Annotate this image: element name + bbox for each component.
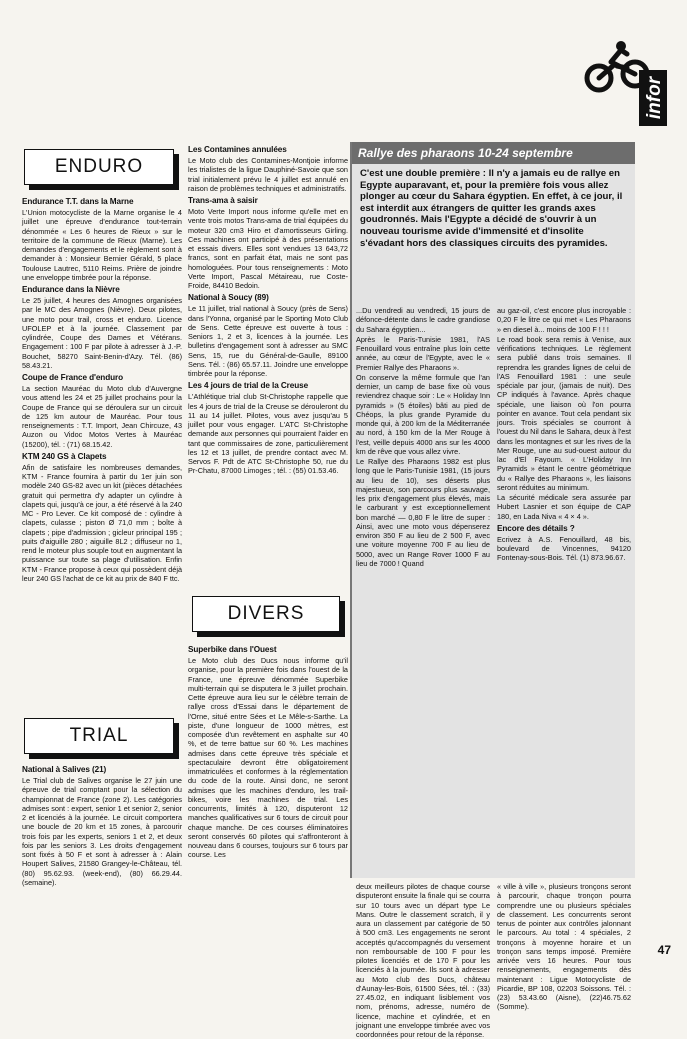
divers-s1-body: Le Moto club des Ducs nous informe qu'il organise, pour la première fois dans l'ouest de la France, une épreuve dénommée Superbike multi-terrain qui se disputera le 3 juillet prochain. Cette épreuve aura lieu sur le célèbre terrain de rallye cross d'Essai dans le département de l'Orne, situé entre Sées et Le Mêle-s-Sarthe. La piste, d'une longueur de 1000 mètres, est composée d'un revêtement en asphalte sur 40 %, et de terre battue sur 60 %. Les machines admises dans cette épreuve très spéciale et spectaculaire devront être obligatoirement immatriculées et conformes à la réglementation du code de la route. Ainsi donc, ne seront admises que les machines d'enduro, les trail-bikes, voire les machines de trial. Les concurrents, limités à 120, disputeront 12 manches qualificatives sur 6 tours de circuit pour chaque manche. De ces courses éliminatoires seront conservés 60 pilotes qui s'affronteront à nouveau dans 6 courses, toujours sur 6 tours par course. Les (188, 656, 348, 860)
rally-right-column (497, 306, 631, 564)
rally-left-p2: Après le Paris-Tunisie 1981, l'AS Fenouillard vous entraîne plus loin cette année, au cœur de l'Egypte, avec le « Premier Rallye des Pharaons ». (356, 334, 490, 372)
rally-left-p3: On conserve la même formule que l'an dernier, un camp de base fixe où vous reviendrez chaque soir : Le « Holiday Inn pyramids » (5 étoiles) bâti au pied de Chéops, la plus grande Pyramide du monde qui, à 200 km de la Méditerranée au nord, à 150 km de la Mer Rouge à l'est, veille depuis 4000 ans sur les 4000 km de rêve que vous allez vivre. (356, 372, 490, 456)
col2-s2-body: Moto Verte Import nous informe qu'elle met en vente trois motos Trans-ama de trial équipées du moteur 320 cm3 Hiro et d'amortisseurs Girling. Ces machines ont participé à des présentations et essais divers. Elles sont vendues 13 643,72 francs, sont en parfait état, mais ne sont pas homologuées. Pour tous renseignements : Moto Verte Import, Pascal Métaireau, rue Coste-Froide, 84410 Bedoin. (188, 207, 348, 290)
enduro-s4-title: KTM 240 GS à Clapets (22, 451, 107, 461)
rally-title: Rallye des pharaons 10-24 septembre (352, 142, 635, 164)
col2-s4-body: L'Athlétique trial club St-Christophe rappelle que les 4 jours de trial de la Creuse se dérouleront du 11 au 14 juillet. Pilotes, vous avez jusqu'au 5 juillet pour vous engager. L'ATC St-Christophe demande aux personnes qui pourraient l'aider en tant que commissaires de zone, particulièrement les 12 et 13 juillet, de prendre contact avec M. Servos F. Pdt de ATC St-Christophe 50, rue du Pr-Chatu, 87000 Limoges ; tél. : (55) 01.53.46. (188, 392, 348, 476)
divers-s2-cont: « ville à ville », plusieurs tronçons seront à parcourir, chaque tronçon pourra comprendre une ou plusieurs spéciales de classement. Les concurrents seront tenus de pointer aux contrôles jalonnant le parcours. Au total : 4 spéciales, 2 tronçons à moyenne horaire et un tronçon sans temps imposé. Première arrivée vers 16 heures. Pour tous renseignements, engagements dès maintenant : Ligue Motocycliste de Picardie, BP 108, 02203 Soissons. Tél. : (23) 53.43.60 (Aisne), (22)46.75.62 (Somme). (497, 882, 631, 1012)
rally-left-column (356, 306, 490, 569)
enduro-heading: ENDURO (54, 156, 144, 177)
rally-right-p3: La sécurité médicale sera assurée par Hubert Lasnier et son équipe de CAP 180, en Lada Niva « 4 × 4 ». (497, 493, 631, 521)
rally-right-p4: Ecrivez à A.S. Fenouillard, 48 bis, boulevard de Vincennes, 94120 Fontenay-sous-Bois. Tél. (1) 873.96.67. (497, 534, 631, 563)
rally-right-heading: Encore des détails ? (497, 523, 575, 533)
divers-s1-cont: deux meilleurs pilotes de chaque course disputeront ensuite la finale qui se courra sur 10 tours avec un départ type Le Mans. Outre le classement scratch, il y aura un classement par catégorie de 50 à 500 cm3. Les engagements ne seront acceptés qu'accompagnés du versement non remboursable de 100 F pour les pilotes licenciés et de 170 F pour les licenciés à la journée. Ils sont à adresser au Moto club des Ducs, château d'Aunay-les-Bois, 61500 Sées, tél. : (33) 27.45.02, en indiquant lisiblement vos nom, prénoms, adresse, numéro de licence, machine et cylindrée, et en joignant une enveloppe timbrée avec vos coordonnées pour retour de la réponse. (356, 882, 490, 1039)
enduro-heading-box (24, 149, 174, 185)
divers-column-3 (356, 882, 490, 1039)
col2-s1-body: Le Moto club des Contamines-Montjoie informe les trialistes de la ligue Dauphiné-Savoie que son trial initialement prévu le 4 juillet est annulé en raison de problèmes techniques et administratifs. (188, 156, 348, 193)
col2-s3-body: Le 11 juillet, trial national à Soucy (près de Sens) dans l'Yonna, organisé par le Sporting Moto Club de Sens. Cette épreuve est ouverte à tous : Seniors 1, 2 et 3, licences à la journée. Les bulletins d'engagement sont à adresser au SMC Sens, 15, rue du Général-de-Gaulle, 89100 Sens. Tél. : (86) 65.57.11. Joindre une enveloppe timbrée pour la réponse. (188, 304, 348, 378)
enduro-s4-body: Afin de satisfaire les nombreuses demandes, KTM - France fournira à partir du 1er juin son modèle 240 GS-82 avec un kit (pièces détachées gratuit qui permettra d'y adapter un cylindre à clapets qui, jusqu'à ce jour, a été réservé à la 240 MC - Pro Lever. Ce kit composé de : cylindre à clapets, culasse ; piston Ø 71,0 mm ; boîte à clapets ; pipe d'admission ; gicleur principal 195 ; puits d'aiguille 280 ; aiguille 8L2 ; diffuseur no 1, rend le moteur plus souple tout en augmentant la puissance sur toute sa plage d'utilisation. Enfin KTM - France propose à ceux qui possèdent déjà leur 240 GS l'achat de ce kit au prix de 840 F ttc. (22, 462, 182, 583)
enduro-s1-title: Endurance T.T. dans la Marne (22, 197, 134, 206)
divers-column-4 (497, 882, 631, 1012)
trial-column (22, 762, 182, 888)
page-number: 47 (657, 943, 671, 957)
enduro-s3-body: La section Mauréac du Moto club d'Auvergne vous attend les 24 et 25 juillet prochains pour la Coupe de France qui se déroulera sur un circuit de 125 km autour de Mauréac. Pour tous renseignements : T.T. Import, Jean Chircuze, 43 Auzon ou Vidoc Motos Vertes à Mauréac (15200), tél. : (71) 68.15.42. (22, 384, 182, 449)
enduro-s2-title: Endurance dans la Nièvre (22, 285, 120, 294)
divers-column (188, 642, 348, 861)
divers-heading: DIVERS (227, 603, 305, 624)
trial-s1-body: Le Trial club de Salives organise le 27 juin une épreuve de trial comptant pour la sélection du championnat de France (zone 2). Les catégories admises sont : expert, senior 1 et senior 2, senior 2 et licenciés à la journée. Le circuit comportera une boucle de 20 km et 15 zones, à parcourir trois fois par les experts, seniors 1 et 2, et deux fois par les seniors 3. Les droits d'engagement sont fixés à 50 F et sont à adresser à : Alain Houpert Salives, 21580 Grangey-le-Château, tél. (80) 95.62.93. (week-end), (80) 66.29.44. (semaine). (22, 776, 182, 887)
rally-left-p4: Le Rallye des Pharaons 1982 est plus long que le Paris-Tunisie 1981, (15 jours au lieu de 10), ses déserts plus majestueux, son parcours plus sauvage, les prix d'engagement plus élevés, mais le carburant y est exceptionnellement bon marché — 0,80 F le litre de super : Ainsi, avec une moto vous dépenserez environ 350 F au lieu de 2 500 F, avec une voiture moyenne 700 F au lieu de 5000, avec un Range Rover 1000 F au lieu de 7000 ! Quand (356, 457, 490, 568)
rally-left-p1: ...Du vendredi au vendredi, 15 jours de défonce-détente dans le cadre grandiose du Sahara égyptien... (356, 306, 490, 334)
trial-heading-box (24, 718, 174, 754)
enduro-column (22, 194, 182, 584)
divers-heading-box (192, 596, 340, 632)
rally-right-p2: Le road book sera remis à Venise, aux vérifications techniques. Le règlement sera publié dans trois semaines. Il reprendra les grandes lignes de celui de l'AS Fenouillard 1981 : une seule spéciale par jour, (jamais de nuit). Des CP indiqués à l'avance. Après chaque spéciale, une liaison où l'on pourra pointer en avance. Tout cela pendant six jours. Trois spéciales se courront à l'ouest du Nil dans le Sahara, deux à l'est dans les montagnes et sur les rives de la Mer Rouge, une au sud-ouest autour du lac d'El Fayoum. « L'Holiday Inn Pyramids » étant le centre géométrique du « Rallye des Pharaons », les liaisons seront réduites au minimum. (497, 334, 631, 492)
enduro-s1-body: L'Union motocycliste de la Marne organise le 4 juillet une épreuve d'endurance tout-terrain dénommée « Les 6 heures de Rieux » sur le territoire de la commune de Rieux (Marne). Les demandes d'engagements et le règlement sont à demander à : Monsieur Bernier Gérald, 5 place Toulouse Lautrec, 5110 Reims. Prière de joindre une enveloppe timbrée pour la réponse. (22, 208, 182, 282)
enduro-s3-title: Coupe de France d'enduro (22, 373, 123, 382)
trial-heading: TRIAL (69, 725, 129, 746)
enduro-s2-body: Le 25 juillet, 4 heures des Amognes organisées par le MC des Amognes (Nièvre). Deux pilotes, une moto pour trail, cross et enduro. Licence UFOLEP et à la journée. Classement par cylindrée, Coupe des Dames et Vétérans. Engagement : 100 F par pilote à adresser à J.-P. Bouchet, 58270 Saint-Benin-d'Azy. Tél. (86) 58.43.21. (22, 296, 182, 370)
trial-column-2 (188, 142, 348, 477)
rally-intro: C'est une double première : Il n'y a jamais eu de rallye en Egypte auparavant, et, pour la première fois vous allez plonger au cœur du Sahara égyptien. En effet, à ce jour, il est interdit aux étrangers de quitter les grands axes goudronnés. Mais l'Egypte a décidé de s'ouvrir à un nouveau tourisme avide d'immensité et d'insolite s'évadant hors des classiques circuits des pyramides. (360, 168, 623, 249)
col2-s3-title: National à Soucy (89) (188, 293, 269, 303)
col2-s2-title: Trans-ama à saisir (188, 196, 258, 205)
svg-text:infor: infor (644, 76, 665, 120)
infor-logo (541, 40, 673, 136)
trial-s1-title: National à Salives (21) (22, 765, 107, 774)
col2-s4-title: Les 4 jours de trial de la Creuse (188, 381, 309, 391)
divers-s1-title: Superbike dans l'Ouest (188, 645, 277, 654)
rally-right-p1: au gaz-oil, c'est encore plus incroyable : 0,20 F le litre ce qui met « Les Pharaons » en diesel à... moins de 100 F ! ! ! (497, 306, 631, 334)
col2-s1-title: Les Contamines annulées (188, 145, 287, 154)
